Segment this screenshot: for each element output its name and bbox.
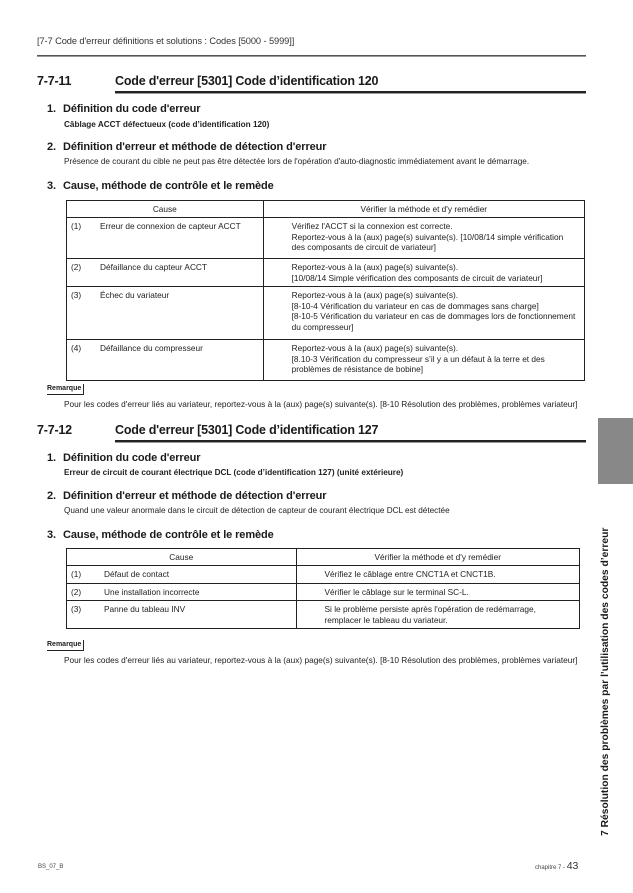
cause-cell [67, 287, 264, 340]
remedy-cell [296, 566, 579, 584]
table-row [67, 218, 585, 259]
cause-cell [67, 583, 297, 601]
remedy-cell [296, 583, 579, 601]
remedy-line: [8-10-4 Vérification du variateur en cas de dommages sans charge] [291, 300, 539, 311]
cause-text: Défaillance du compresseur [100, 343, 203, 353]
subsection-title: Définition du code d'erreur [63, 103, 201, 115]
cause-table-120 [66, 200, 585, 381]
column-header-cause: Cause [67, 549, 297, 566]
breadcrumb: [7-7 Code d'erreur définitions et solutions : Codes [5000 - 5999]] [37, 36, 295, 46]
subsection-heading-cause [47, 529, 274, 541]
subsection-number: 1. [47, 103, 56, 115]
section-rule [115, 440, 586, 443]
section-title: Code d'erreur [5301] Code d’identification 120 [115, 74, 379, 88]
subsection-number: 2. [47, 490, 56, 502]
cause-table-127 [66, 548, 580, 629]
row-index: (4) [71, 343, 82, 353]
section-number: 7-7-11 [37, 74, 72, 88]
table-row [67, 259, 585, 287]
subsection-heading-definition [47, 452, 200, 464]
cause-text: Échec du variateur [100, 290, 170, 300]
remedy-cell [263, 287, 584, 340]
remedy-line: Si le problème persiste après l'opération de redémarrage, remplacer le tableau du variateur. [324, 604, 536, 625]
subsection-title: Définition d'erreur et méthode de détection d'erreur [63, 141, 327, 153]
remedy-line: [8-10-5 Vérification du variateur en cas de dommages lors de fonctionnement du compresseur] [291, 311, 576, 332]
cause-text: Défaut de contact [104, 569, 170, 579]
table-row [67, 287, 585, 340]
subsection-title: Définition d'erreur et méthode de détection d'erreur [63, 490, 327, 502]
remarque-label: Remarque [47, 384, 84, 395]
remedy-line: Reportez-vous à la (aux) page(s) suivante(s). [291, 290, 459, 300]
cause-text: Erreur de connexion de capteur ACCT [100, 221, 241, 231]
table-row [67, 601, 580, 629]
remedy-line: Vérifiez l'ACCT si la connexion est correcte. [291, 221, 453, 231]
cause-text: Panne du tableau INV [104, 604, 186, 614]
definition-text: Câblage ACCT défectueux (code d’identification 120) [64, 120, 270, 129]
remedy-line: Reportez-vous à la (aux) page(s) suivante(s). [291, 262, 459, 272]
chapter-tab-marker [598, 418, 633, 484]
section-heading-7-7-12 [37, 423, 586, 443]
remedy-line: Reportez-vous à la (aux) page(s) suivante(s). [291, 343, 459, 353]
cause-cell [67, 340, 264, 381]
cause-cell [67, 601, 297, 629]
remedy-line: Vérifier le câblage sur le terminal SC-L. [324, 586, 469, 597]
chapter-side-title: 7 Résolution des problèmes par l’utilisation des codes d’erreur [600, 527, 611, 836]
table-header-row [67, 549, 580, 566]
detection-text: Quand une valeur anormale dans le circuit de détection de capteur de courant électrique DCL est détectée [64, 506, 450, 515]
subsection-heading-detection [47, 141, 326, 153]
section-number: 7-7-12 [37, 423, 72, 437]
cause-text: Défaillance du capteur ACCT [100, 262, 207, 272]
remedy-line: Reportez-vous à la (aux) page(s) suivante(s). [10/08/14 simple vérification des composants de circuit de variateur] [291, 231, 564, 252]
subsection-title: Définition du code d'erreur [63, 452, 201, 464]
subsection-heading-cause [47, 180, 274, 192]
remarque-text: Pour les codes d'erreur liés au variateur, reportez-vous à la (aux) page(s) suivante(s). [8-10 Résolution des problèmes, problèmes variateur] [64, 655, 578, 665]
remedy-cell [263, 340, 584, 381]
cause-text: Une installation incorrecte [104, 586, 200, 597]
cause-cell [67, 218, 264, 259]
detection-text: Présence de courant du cible ne peut pas être détectée lors de l'opération d'auto-diagnostic immédiatement avant le démarrage. [64, 157, 530, 166]
page-number: 43 [566, 860, 579, 872]
header-rule [37, 55, 586, 57]
remarque-label: Remarque [47, 640, 84, 651]
remedy-line: Vérifiez le câblage entre CNCT1A et CNCT1B. [324, 569, 496, 579]
section-title: Code d'erreur [5301] Code d’identification 127 [115, 423, 379, 437]
footer-page [535, 860, 578, 872]
row-index: (1) [71, 569, 82, 579]
column-header-remedy: Vérifier la méthode et d'y remédier [263, 201, 584, 218]
row-index: (3) [71, 604, 82, 614]
remedy-cell [296, 601, 579, 629]
subsection-number: 2. [47, 141, 56, 153]
subsection-title: Cause, méthode de contrôle et le remède [63, 180, 274, 192]
cause-cell [67, 566, 297, 584]
row-index: (2) [71, 586, 82, 597]
column-header-remedy: Vérifier la méthode et d'y remédier [296, 549, 579, 566]
footer-chapter-label: chapitre 7 - [535, 865, 567, 871]
cause-cell [67, 259, 264, 287]
column-header-cause: Cause [67, 201, 264, 218]
remedy-line: [10/08/14 Simple vérification des composants de circuit de variateur] [291, 272, 543, 283]
table-row [67, 566, 580, 584]
remedy-cell [263, 218, 584, 259]
row-index: (2) [71, 262, 82, 272]
remarque-text: Pour les codes d'erreur liés au variateur, reportez-vous à la (aux) page(s) suivante(s). [8-10 Résolution des problèmes, problèmes variateur] [64, 399, 578, 409]
remedy-line: [8.10-3 Vérification du compresseur s’il y a un défaut à la terre et des problèmes de résistance de bobine] [291, 353, 545, 374]
definition-text: Erreur de circuit de courant électrique DCL (code d’identification 127) (unité extérieure) [64, 468, 404, 477]
row-index: (1) [71, 221, 82, 231]
remedy-cell [263, 259, 584, 287]
subsection-heading-definition [47, 103, 200, 115]
row-index: (3) [71, 290, 82, 300]
subsection-number: 3. [47, 180, 56, 192]
subsection-number: 1. [47, 452, 56, 464]
table-row [67, 340, 585, 381]
subsection-title: Cause, méthode de contrôle et le remède [63, 529, 274, 541]
footer-doc-code: BS_07_B [38, 864, 64, 870]
subsection-number: 3. [47, 529, 56, 541]
section-heading-7-7-11 [37, 74, 586, 94]
subsection-heading-detection [47, 490, 326, 502]
table-header-row [67, 201, 585, 218]
table-row [67, 583, 580, 601]
section-rule [115, 91, 586, 94]
